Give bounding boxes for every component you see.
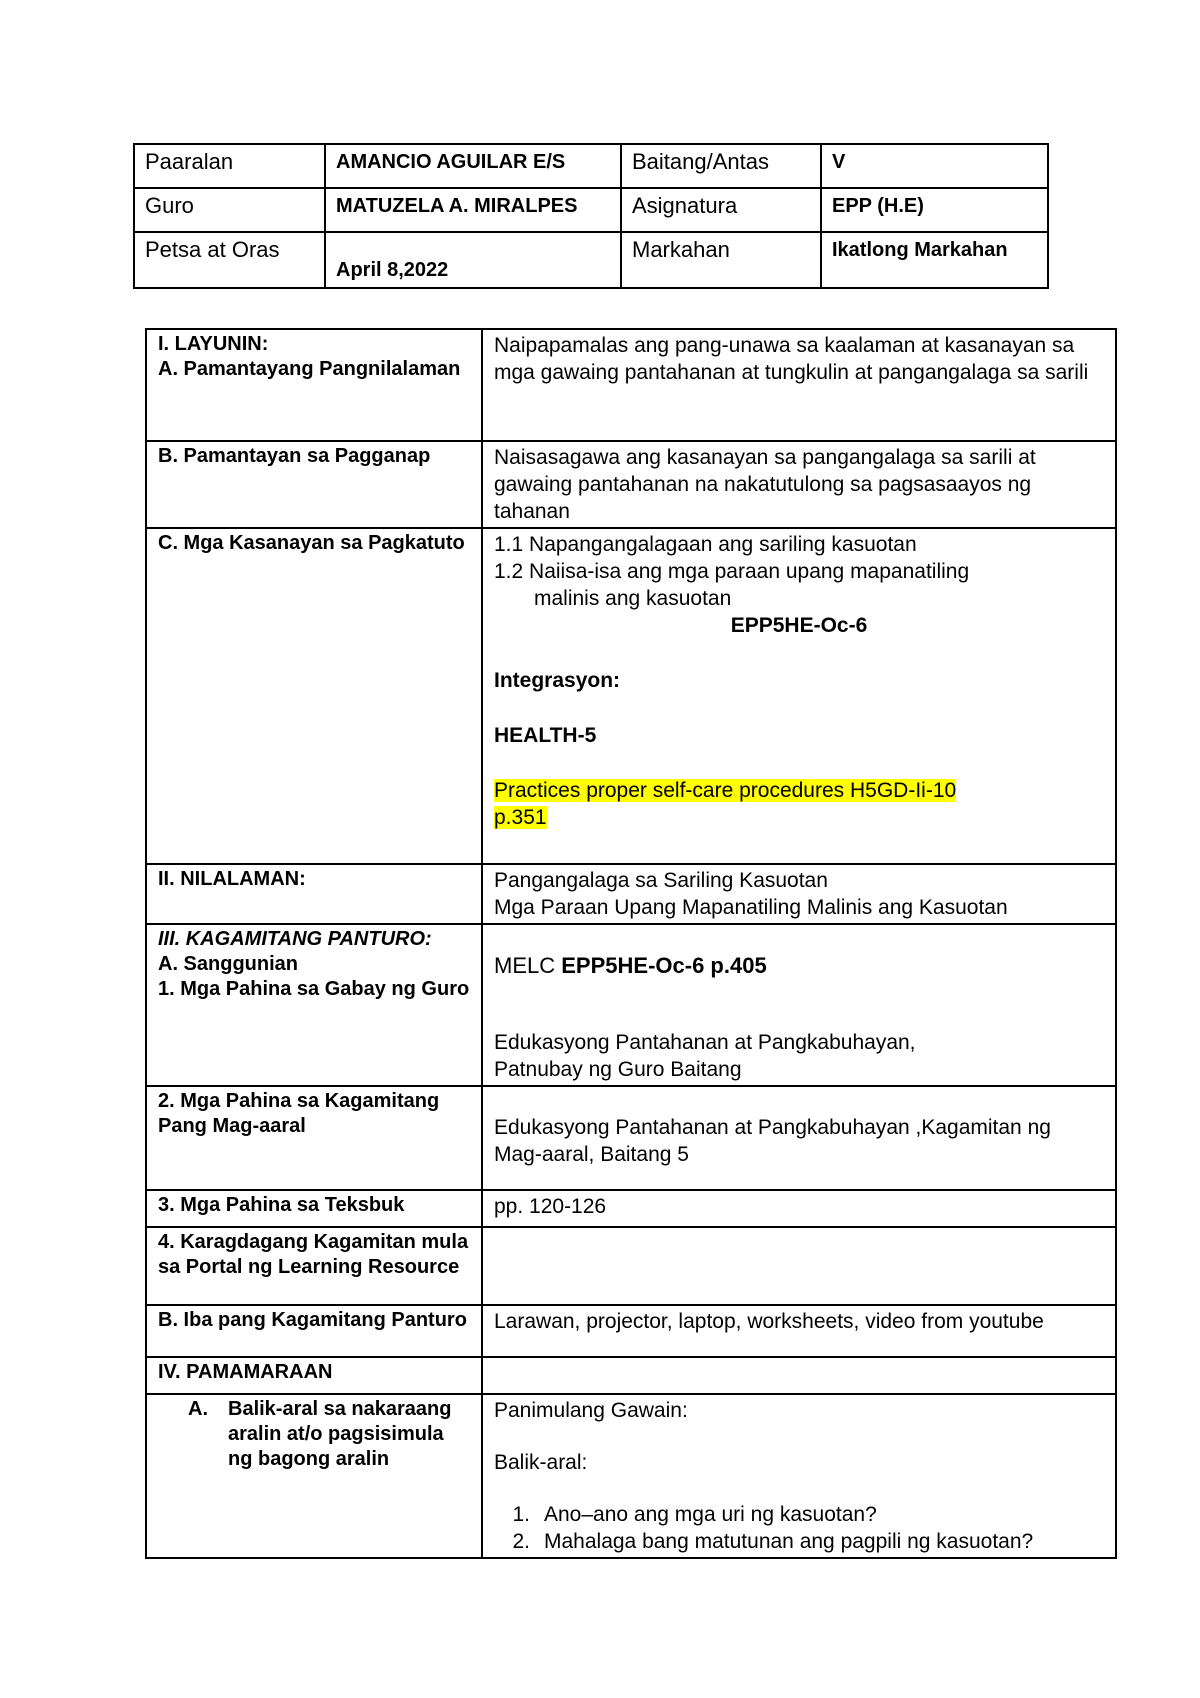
row-karagdagan — [146, 1227, 1116, 1305]
guide-line-1: Edukasyong Pantahanan at Pangkabuhayan, — [494, 1031, 916, 1054]
row-balik-aral — [146, 1394, 1116, 1558]
panimula-label: Panimulang Gawain: — [494, 1399, 688, 1422]
mag-aaral-cell — [482, 1086, 1116, 1190]
nilalaman-cell — [482, 864, 1116, 924]
question-list — [494, 1501, 1104, 1555]
highlight-line-2: p.351 — [494, 806, 547, 829]
header-row-school — [134, 144, 1048, 188]
kasanayan-item-1: 1.1 Napangangalagaan ang sariling kasuotan — [494, 533, 917, 556]
sanggunian-label: A. Sanggunian — [158, 953, 298, 975]
melc-line — [494, 952, 1104, 979]
balik-aral-item — [158, 1397, 470, 1472]
nilalaman-label: II. NILALAMAN: — [146, 864, 482, 924]
pamamaraan-content — [482, 1357, 1116, 1394]
iba-pa-content: Larawan, projector, laptop, worksheets, video from youtube — [482, 1305, 1116, 1357]
layunin-sub: A. Pamantayang Pangnilalaman — [158, 358, 461, 380]
row-kasanayan — [146, 528, 1116, 864]
header-row-date — [134, 232, 1048, 288]
balik-aral-letter: A. — [188, 1398, 208, 1420]
list-item — [494, 1528, 1104, 1555]
pagganap-label: B. Pamantayan sa Pagganap — [146, 441, 482, 528]
teksbuk-label: 3. Mga Pahina sa Teksbuk — [146, 1190, 482, 1227]
melc-prefix: MELC — [494, 953, 562, 978]
karagdagan-label: 4. Karagdagang Kagamitan mula sa Portal ng Learning Resource — [146, 1227, 482, 1305]
layunin-heading: I. LAYUNIN: — [158, 333, 269, 355]
nilalaman-line-2: Mga Paraan Upang Mapanatiling Malinis ang Kasuotan — [494, 896, 1008, 919]
header-table — [133, 143, 1049, 289]
date-value: April 8,2022 — [336, 259, 449, 281]
kasanayan-label: C. Mga Kasanayan sa Pagkatuto — [146, 528, 482, 864]
quarter-label: Markahan — [621, 232, 821, 288]
kasanayan-item-2-cont: malinis ang kasuotan — [534, 587, 732, 610]
balik-aral-content — [482, 1394, 1116, 1558]
balik-aral-cell — [146, 1394, 482, 1558]
row-nilalaman — [146, 864, 1116, 924]
kagamitan-heading: III. KAGAMITANG PANTURO: — [158, 928, 432, 950]
pamamaraan-label: IV. PAMAMARAAN — [146, 1357, 482, 1394]
guide-line-2: Patnubay ng Guro Baitang — [494, 1058, 742, 1081]
balik-aral-review-label: Balik-aral: — [494, 1451, 588, 1474]
teacher-value: MATUZELA A. MIRALPES — [325, 188, 621, 232]
health-label: HEALTH-5 — [494, 724, 597, 747]
teacher-label: Guro — [134, 188, 325, 232]
school-value: AMANCIO AGUILAR E/S — [325, 144, 621, 188]
question-number: 1. — [512, 1503, 530, 1526]
nilalaman-line-1: Pangangalaga sa Sariling Kasuotan — [494, 869, 828, 892]
kagamitan-content — [482, 924, 1116, 1086]
grade-value: V — [821, 144, 1048, 188]
grade-label: Baitang/Antas — [621, 144, 821, 188]
teksbuk-content: pp. 120-126 — [482, 1190, 1116, 1227]
integration-label: Integrasyon: — [494, 669, 621, 692]
row-kagamitan — [146, 924, 1116, 1086]
list-item — [494, 1501, 1104, 1528]
row-pagganap — [146, 441, 1116, 528]
row-layunin — [146, 329, 1116, 441]
layunin-content: Naipapamalas ang pang-unawa sa kaalaman at kasanayan sa mga gawaing pantahanan at tungkulin at pangangalaga sa sarili — [482, 329, 1116, 441]
quarter-value: Ikatlong Markahan — [821, 232, 1048, 288]
kasanayan-cell — [482, 528, 1116, 864]
layunin-cell — [146, 329, 482, 441]
question-number: 2. — [512, 1530, 530, 1553]
row-mag-aaral — [146, 1086, 1116, 1190]
subject-value: EPP (H.E) — [821, 188, 1048, 232]
row-iba-pa — [146, 1305, 1116, 1357]
iba-pa-label: B. Iba pang Kagamitang Panturo — [146, 1305, 482, 1357]
kasanayan-code: EPP5HE-Oc-6 — [730, 614, 868, 637]
header-row-teacher — [134, 188, 1048, 232]
mag-aaral-content: Edukasyong Pantahanan at Pangkabuhayan ,Kagamitan ng Mag-aaral, Baitang 5 — [494, 1116, 1051, 1166]
melc-code: EPP5HE-Oc-6 p.405 — [561, 953, 767, 978]
gabay-guro-label: 1. Mga Pahina sa Gabay ng Guro — [158, 978, 470, 1000]
date-cell — [325, 232, 621, 288]
karagdagan-content — [482, 1227, 1116, 1305]
date-label: Petsa at Oras — [134, 232, 325, 288]
question-text: Ano–ano ang mga uri ng kasuotan? — [544, 1503, 877, 1526]
highlight-line-1: Practices proper self-care procedures H5GD-Ii-10 — [494, 779, 957, 802]
mag-aaral-label: 2. Mga Pahina sa Kagamitang Pang Mag-aaral — [146, 1086, 482, 1190]
row-pamamaraan — [146, 1357, 1116, 1394]
school-label: Paaralan — [134, 144, 325, 188]
balik-aral-label: Balik-aral sa nakaraang aralin at/o pagsisimula ng bagong aralin — [228, 1398, 452, 1470]
pagganap-content: Naisasagawa ang kasanayan sa pangangalaga sa sarili at gawaing pantahanan na nakatutulong sa pagsasaayos ng tahanan — [482, 441, 1116, 528]
row-teksbuk — [146, 1190, 1116, 1227]
question-text: Mahalaga bang matutunan ang pagpili ng kasuotan? — [544, 1530, 1034, 1553]
kagamitan-cell — [146, 924, 482, 1086]
lesson-plan-table — [145, 328, 1117, 1559]
integration-highlight — [494, 777, 1104, 831]
kasanayan-item-2: 1.2 Naiisa-isa ang mga paraan upang mapanatiling — [494, 560, 970, 583]
subject-label: Asignatura — [621, 188, 821, 232]
